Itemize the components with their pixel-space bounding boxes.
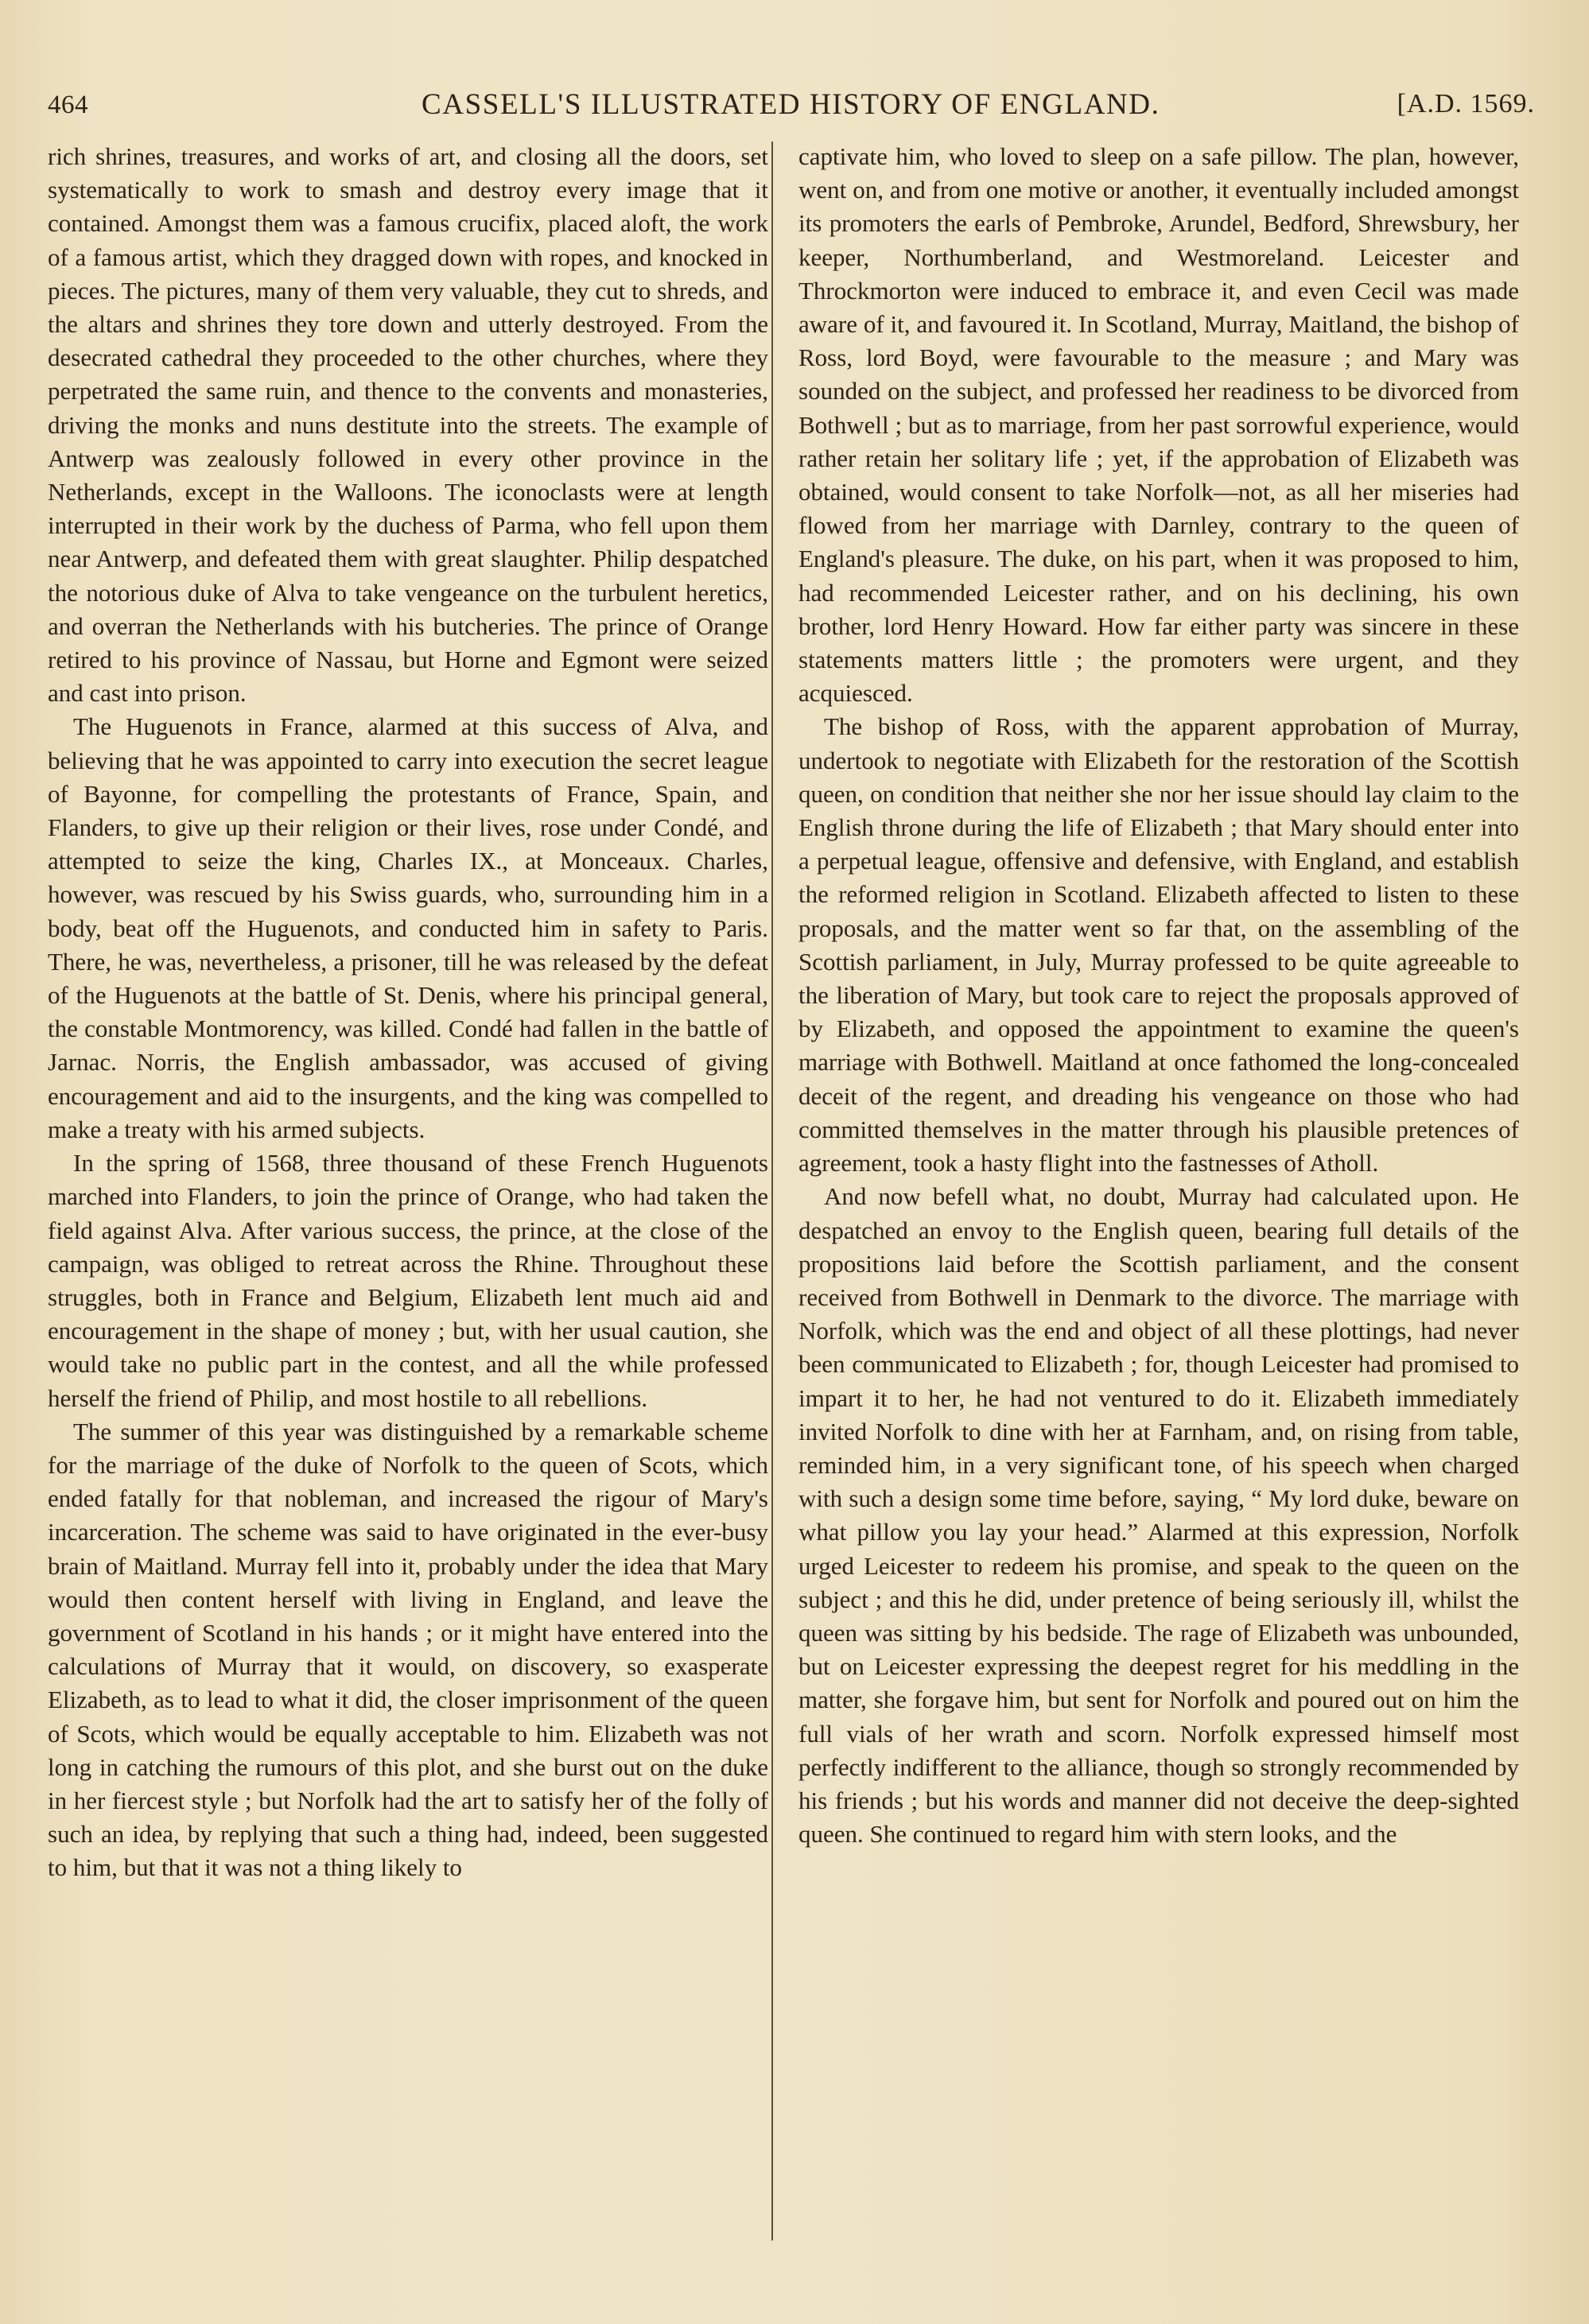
- page-number: 464: [48, 91, 88, 119]
- paragraph: The bishop of Ross, with the apparent approbation of Murray, undertook to negotiate with Elizabeth for the restoration of the Scottish queen, on condition that neither she nor her issue should lay claim to the English throne during the life of Elizabeth ; that Mary should enter into a perpetual league, offensive and defensive, with England, and establish the reformed religion in Scotland. Elizabeth affected to listen to these proposals, and the matter went so far that, on the assembling of the Scottish parliament, in July, Murray professed to be quite agreeable to the liberation of Mary, but took care to reject the proposals approved of by Elizabeth, and opposed the appointment to examine the queen's marriage with Bothwell. Maitland at once fathomed the long-concealed deceit of the regent, and dreading his vengeance on those who had committed themselves in the matter through his plausible pretences of agreement, took a hasty flight into the fastnesses of Atholl.: [798, 712, 1519, 1178]
- paragraph: The Huguenots in France, alarmed at this success of Alva, and believing that he was appointed to carry into execution the secret league of Bayonne, for compelling the protestants of France, Spain, and Flanders, to give up their religion or their lives, rose under Condé, and attempted to seize the king, Charles IX., at Monceaux. Charles, however, was rescued by his Swiss guards, who, surrounding him in a body, beat off the Huguenots, and conducted him in safety to Paris. There, he was, nevertheless, a prisoner, till he was released by the defeat of the Huguenots at the battle of St. Denis, where his principal general, the constable Montmorency, was killed. Condé had fallen in the battle of Jarnac. Norris, the English ambassador, was accused of giving encouragement and aid to the insurgents, and the king was compelled to make a treaty with his armed subjects.: [48, 712, 768, 1143]
- right-column: [798, 140, 1519, 1851]
- header-date: [A.D. 1569.: [1397, 89, 1535, 118]
- paragraph: The summer of this year was distinguished by a remarkable scheme for the marriage of the duke of Norfolk to the queen of Scots, which ended fatally for that nobleman, and increased the rigour of Mary's incarceration. The scheme was said to have originated in the ever-busy brain of Maitland. Murray fell into it, probably under the idea that Mary would then content herself with living in England, and leave the government of Scotland in his hands ; or it might have entered into the calculations of Murray that it would, on discovery, so exasperate Elizabeth, as to lead to what it did, the closer imprisonment of the queen of Scots, which would be equally acceptable to him. Elizabeth was not long in catching the rumours of this plot, and she burst out on the duke in her fiercest style ; but Norfolk had the art to satisfy her of the folly of such an idea, by replying that such a thing had, indeed, been suggested to him, but that it was not a thing likely to: [48, 1417, 768, 1882]
- paragraph: rich shrines, treasures, and works of art, and closing all the doors, set systematically to work to smash and destroy every image that it contained. Amongst them was a famous crucifix, placed aloft, the work of a famous artist, which they dragged down with ropes, and knocked in pieces. The pictures, many of them very valuable, they cut to shreds, and the altars and shrines they tore down and utterly destroyed. From the desecrated cathedral they proceeded to the other churches, where they perpetrated the same ruin, and thence to the convents and monasteries, driving the monks and nuns destitute into the streets. The example of Antwerp was zealously followed in every other province in the Netherlands, except in the Walloons. The iconoclasts were at length interrupted in their work by the duchess of Parma, who fell upon them near Antwerp, and defeated them with great slaughter. Philip despatched the notorious duke of Alva to take vengeance on the turbulent heretics, and overran the Netherlands with his butcheries. The prince of Orange retired to his province of Nassau, but Horne and Egmont were seized and cast into prison.: [48, 142, 768, 708]
- paragraph: And now befell what, no doubt, Murray had calculated upon. He despatched an envoy to the English queen, bearing full details of the propositions laid before the Scottish parliament, and the consent received from Bothwell in Denmark to the divorce. The marriage with Norfolk, which was the end and object of all these plottings, had never been communicated to Elizabeth ; for, though Leicester had promised to impart it to her, he had not ventured to do it. Elizabeth immediately invited Norfolk to dine with her at Farnham, and, on rising from table, reminded him, in a very significant tone, of his speech when charged with such a design some time before, saying, “ My lord duke, beware on what pillow you lay your head.” Alarmed at this expression, Norfolk urged Leicester to redeem his promise, and speak to the queen on the subject ; and this he did, under pretence of being seriously ill, whilst the queen was sitting by his bedside. The rage of Elizabeth was unbounded, but on Leicester expressing the deepest regret for his meddling in the matter, she forgave him, but sent for Norfolk and poured out on him the full vials of her wrath and scorn. Norfolk expressed himself most perfectly indifferent to the alliance, though so strongly recommended by his friends ; but his words and manner did not deceive the deep-sighted queen. She continued to regard him with stern looks, and the: [798, 1182, 1519, 1849]
- column-divider: [771, 142, 773, 2241]
- paragraph: captivate him, who loved to sleep on a safe pillow. The plan, however, went on, and from one motive or another, it eventually included amongst its promoters the earls of Pembroke, Arundel, Bedford, Shrewsbury, her keeper, Northumberland, and Westmoreland. Leicester and Throckmorton were induced to embrace it, and even Cecil was made aware of it, and favoured it. In Scotland, Murray, Maitland, the bishop of Ross, lord Boyd, were favourable to the measure ; and Mary was sounded on the subject, and professed her readiness to be divorced from Bothwell ; but as to marriage, from her past sorrowful experience, would rather retain her solitary life ; yet, if the approbation of Elizabeth was obtained, would consent to take Norfolk—not, as all her miseries had flowed from her marriage with Darnley, contrary to the queen of England's pleasure. The duke, on his part, when it was proposed to him, had recommended Leicester rather, and on his declining, his own brother, lord Henry Howard. How far either party was sincere in these statements matters little ; the promoters were urgent, and they acquiesced.: [798, 142, 1519, 708]
- left-column: [48, 140, 768, 1885]
- running-title: CASSELL'S ILLUSTRATED HISTORY OF ENGLAND.: [422, 88, 1160, 121]
- paragraph: In the spring of 1568, three thousand of these French Huguenots marched into Flanders, to join the prince of Orange, who had taken the field against Alva. After various success, the prince, at the close of the campaign, was obliged to retreat across the Rhine. Throughout these struggles, both in France and Belgium, Elizabeth lent much aid and encouragement in the shape of money ; but, with her usual caution, she would take no public part in the contest, and all the while professed herself the friend of Philip, and most hostile to all rebellions.: [48, 1149, 768, 1412]
- running-header: [48, 83, 1535, 130]
